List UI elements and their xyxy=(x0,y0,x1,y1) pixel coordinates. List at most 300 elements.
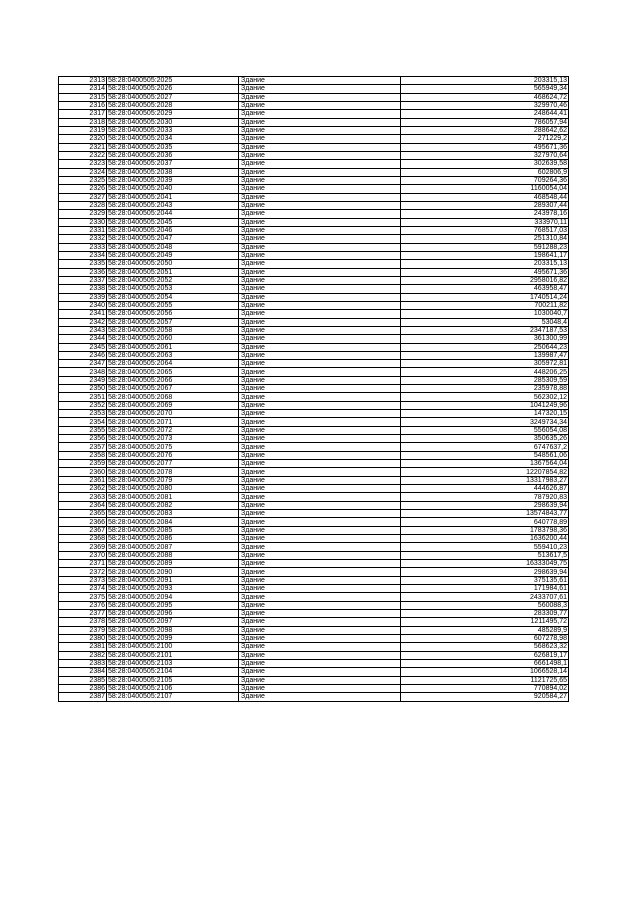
cadastral-number-cell: 58:28:0400505:2047 xyxy=(107,235,239,243)
table-row xyxy=(59,485,569,493)
table-row xyxy=(59,518,569,526)
cadastral-value-cell: 203315,13 xyxy=(401,77,569,85)
cadastral-number-cell: 58:28:0400505:2057 xyxy=(107,318,239,326)
row-number-cell: 2359 xyxy=(59,460,107,468)
cadastral-number-cell: 58:28:0400505:2091 xyxy=(107,576,239,584)
cadastral-number-cell: 58:28:0400505:2026 xyxy=(107,85,239,93)
row-number-cell: 2368 xyxy=(59,535,107,543)
cadastral-value-cell: 602806,9 xyxy=(401,168,569,176)
row-number-cell: 2336 xyxy=(59,268,107,276)
cadastral-value-cell: 243978,16 xyxy=(401,210,569,218)
object-type-cell: Здание xyxy=(239,501,401,509)
table-row xyxy=(59,501,569,509)
object-type-cell: Здание xyxy=(239,410,401,418)
object-type-cell: Здание xyxy=(239,493,401,501)
cadastral-number-cell: 58:28:0400505:2041 xyxy=(107,193,239,201)
row-number-cell: 2334 xyxy=(59,251,107,259)
cadastral-number-cell: 58:28:0400505:2083 xyxy=(107,510,239,518)
table-row xyxy=(59,418,569,426)
table-row xyxy=(59,376,569,384)
row-number-cell: 2377 xyxy=(59,610,107,618)
cadastral-number-cell: 58:28:0400505:2101 xyxy=(107,651,239,659)
row-number-cell: 2383 xyxy=(59,659,107,667)
cadastral-number-cell: 58:28:0400505:2100 xyxy=(107,643,239,651)
table-row xyxy=(59,576,569,584)
cadastral-number-cell: 58:28:0400505:2079 xyxy=(107,476,239,484)
object-type-cell: Здание xyxy=(239,551,401,559)
object-type-cell: Здание xyxy=(239,668,401,676)
cadastral-value-cell: 3249734,34 xyxy=(401,418,569,426)
table-row xyxy=(59,126,569,134)
object-type-cell: Здание xyxy=(239,343,401,351)
row-number-cell: 2371 xyxy=(59,560,107,568)
cadastral-number-cell: 58:28:0400505:2085 xyxy=(107,526,239,534)
cadastral-value-cell: 1636200,44 xyxy=(401,535,569,543)
row-number-cell: 2373 xyxy=(59,576,107,584)
object-type-cell: Здание xyxy=(239,360,401,368)
row-number-cell: 2381 xyxy=(59,643,107,651)
object-type-cell: Здание xyxy=(239,176,401,184)
object-type-cell: Здание xyxy=(239,659,401,667)
table-row xyxy=(59,535,569,543)
row-number-cell: 2317 xyxy=(59,110,107,118)
row-number-cell: 2387 xyxy=(59,693,107,701)
row-number-cell: 2356 xyxy=(59,435,107,443)
object-type-cell: Здание xyxy=(239,310,401,318)
row-number-cell: 2325 xyxy=(59,176,107,184)
table-row xyxy=(59,185,569,193)
cadastral-number-cell: 58:28:0400505:2025 xyxy=(107,77,239,85)
object-type-cell: Здание xyxy=(239,510,401,518)
cadastral-number-cell: 58:28:0400505:2034 xyxy=(107,135,239,143)
cadastral-value-cell: 1367564,04 xyxy=(401,460,569,468)
cadastral-value-cell: 787920,83 xyxy=(401,493,569,501)
cadastral-value-cell: 375135,61 xyxy=(401,576,569,584)
cadastral-value-cell: 607278,98 xyxy=(401,634,569,642)
object-type-cell: Здание xyxy=(239,426,401,434)
cadastral-value-cell: 285309,59 xyxy=(401,376,569,384)
cadastral-value-cell: 786057,94 xyxy=(401,118,569,126)
table-row xyxy=(59,310,569,318)
cadastral-number-cell: 58:28:0400505:2044 xyxy=(107,210,239,218)
cadastral-number-cell: 58:28:0400505:2097 xyxy=(107,618,239,626)
row-number-cell: 2315 xyxy=(59,93,107,101)
table-row xyxy=(59,251,569,259)
cadastral-value-cell: 1160054,04 xyxy=(401,185,569,193)
object-type-cell: Здание xyxy=(239,576,401,584)
object-type-cell: Здание xyxy=(239,276,401,284)
cadastral-value-cell: 305972,81 xyxy=(401,360,569,368)
row-number-cell: 2345 xyxy=(59,343,107,351)
cadastral-number-cell: 58:28:0400505:2039 xyxy=(107,176,239,184)
row-number-cell: 2339 xyxy=(59,293,107,301)
row-number-cell: 2342 xyxy=(59,318,107,326)
cadastral-value-cell: 235978,88 xyxy=(401,385,569,393)
table-row xyxy=(59,293,569,301)
cadastral-number-cell: 58:28:0400505:2070 xyxy=(107,410,239,418)
cadastral-number-cell: 58:28:0400505:2087 xyxy=(107,543,239,551)
cadastral-value-cell: 361300,99 xyxy=(401,335,569,343)
table-row xyxy=(59,401,569,409)
cadastral-number-cell: 58:28:0400505:2095 xyxy=(107,601,239,609)
table-row xyxy=(59,634,569,642)
table-row xyxy=(59,435,569,443)
row-number-cell: 2384 xyxy=(59,668,107,676)
row-number-cell: 2318 xyxy=(59,118,107,126)
table-row xyxy=(59,684,569,692)
cadastral-number-cell: 58:28:0400505:2081 xyxy=(107,493,239,501)
cadastral-number-cell: 58:28:0400505:2077 xyxy=(107,460,239,468)
cadastral-number-cell: 58:28:0400505:2045 xyxy=(107,218,239,226)
cadastral-value-cell: 1121725,65 xyxy=(401,676,569,684)
cadastral-number-cell: 58:28:0400505:2073 xyxy=(107,435,239,443)
row-number-cell: 2386 xyxy=(59,684,107,692)
cadastral-number-cell: 58:28:0400505:2028 xyxy=(107,101,239,109)
row-number-cell: 2319 xyxy=(59,126,107,134)
object-type-cell: Здание xyxy=(239,676,401,684)
cadastral-number-cell: 58:28:0400505:2080 xyxy=(107,485,239,493)
cadastral-number-cell: 58:28:0400505:2058 xyxy=(107,326,239,334)
object-type-cell: Здание xyxy=(239,293,401,301)
row-number-cell: 2374 xyxy=(59,585,107,593)
table-row xyxy=(59,468,569,476)
cadastral-value-cell: 350635,26 xyxy=(401,435,569,443)
row-number-cell: 2364 xyxy=(59,501,107,509)
cadastral-value-cell: 495671,36 xyxy=(401,268,569,276)
table-row xyxy=(59,543,569,551)
row-number-cell: 2338 xyxy=(59,285,107,293)
row-number-cell: 2376 xyxy=(59,601,107,609)
row-number-cell: 2322 xyxy=(59,151,107,159)
cadastral-value-cell: 2347187,53 xyxy=(401,326,569,334)
table-row xyxy=(59,143,569,151)
table-row xyxy=(59,260,569,268)
row-number-cell: 2335 xyxy=(59,260,107,268)
table-row xyxy=(59,243,569,251)
table-row xyxy=(59,526,569,534)
row-number-cell: 2385 xyxy=(59,676,107,684)
row-number-cell: 2330 xyxy=(59,218,107,226)
table-row xyxy=(59,593,569,601)
cadastral-value-cell: 198641,17 xyxy=(401,251,569,259)
cadastral-value-cell: 171984,61 xyxy=(401,585,569,593)
object-type-cell: Здание xyxy=(239,135,401,143)
object-type-cell: Здание xyxy=(239,593,401,601)
row-number-cell: 2328 xyxy=(59,201,107,209)
object-type-cell: Здание xyxy=(239,568,401,576)
object-type-cell: Здание xyxy=(239,243,401,251)
row-number-cell: 2333 xyxy=(59,243,107,251)
table-row xyxy=(59,585,569,593)
cadastral-value-cell: 203315,13 xyxy=(401,260,569,268)
row-number-cell: 2321 xyxy=(59,143,107,151)
cadastral-number-cell: 58:28:0400505:2094 xyxy=(107,593,239,601)
cadastral-value-cell: 1211495,72 xyxy=(401,618,569,626)
row-number-cell: 2347 xyxy=(59,360,107,368)
row-number-cell: 2360 xyxy=(59,468,107,476)
table-row xyxy=(59,368,569,376)
object-type-cell: Здание xyxy=(239,443,401,451)
row-number-cell: 2350 xyxy=(59,385,107,393)
row-number-cell: 2344 xyxy=(59,335,107,343)
row-number-cell: 2372 xyxy=(59,568,107,576)
object-type-cell: Здание xyxy=(239,601,401,609)
row-number-cell: 2313 xyxy=(59,77,107,85)
cadastral-number-cell: 58:28:0400505:2067 xyxy=(107,385,239,393)
cadastral-value-cell: 485289,9 xyxy=(401,626,569,634)
object-type-cell: Здание xyxy=(239,560,401,568)
cadastral-value-cell: 147320,15 xyxy=(401,410,569,418)
object-type-cell: Здание xyxy=(239,301,401,309)
object-type-cell: Здание xyxy=(239,218,401,226)
cadastral-number-cell: 58:28:0400505:2038 xyxy=(107,168,239,176)
table-row xyxy=(59,176,569,184)
table-row xyxy=(59,343,569,351)
cadastral-value-cell: 565949,34 xyxy=(401,85,569,93)
row-number-cell: 2329 xyxy=(59,210,107,218)
object-type-cell: Здание xyxy=(239,160,401,168)
object-type-cell: Здание xyxy=(239,151,401,159)
object-type-cell: Здание xyxy=(239,451,401,459)
object-type-cell: Здание xyxy=(239,251,401,259)
row-number-cell: 2320 xyxy=(59,135,107,143)
cadastral-number-cell: 58:28:0400505:2037 xyxy=(107,160,239,168)
cadastral-value-cell: 568623,32 xyxy=(401,643,569,651)
object-type-cell: Здание xyxy=(239,193,401,201)
object-type-cell: Здание xyxy=(239,285,401,293)
table-row xyxy=(59,77,569,85)
table-row xyxy=(59,476,569,484)
cadastral-value-cell: 250644,23 xyxy=(401,343,569,351)
row-number-cell: 2326 xyxy=(59,185,107,193)
cadastral-value-cell: 289307,44 xyxy=(401,201,569,209)
cadastral-number-cell: 58:28:0400505:2046 xyxy=(107,226,239,234)
cadastral-number-cell: 58:28:0400505:2061 xyxy=(107,343,239,351)
table-row xyxy=(59,443,569,451)
cadastral-value-cell: 562302,12 xyxy=(401,393,569,401)
row-number-cell: 2341 xyxy=(59,310,107,318)
table-row xyxy=(59,235,569,243)
object-type-cell: Здание xyxy=(239,626,401,634)
cadastral-value-cell: 1030040,7 xyxy=(401,310,569,318)
object-type-cell: Здание xyxy=(239,143,401,151)
object-type-cell: Здание xyxy=(239,460,401,468)
object-type-cell: Здание xyxy=(239,101,401,109)
row-number-cell: 2323 xyxy=(59,160,107,168)
row-number-cell: 2382 xyxy=(59,651,107,659)
cadastral-number-cell: 58:28:0400505:2048 xyxy=(107,243,239,251)
cadastral-number-cell: 58:28:0400505:2086 xyxy=(107,535,239,543)
cadastral-value-cell: 700211,82 xyxy=(401,301,569,309)
row-number-cell: 2349 xyxy=(59,376,107,384)
object-type-cell: Здание xyxy=(239,468,401,476)
table-row xyxy=(59,151,569,159)
table-row xyxy=(59,276,569,284)
table-row xyxy=(59,451,569,459)
cadastral-value-cell: 13317983,27 xyxy=(401,476,569,484)
row-number-cell: 2369 xyxy=(59,543,107,551)
table-row xyxy=(59,351,569,359)
table-row xyxy=(59,318,569,326)
row-number-cell: 2370 xyxy=(59,551,107,559)
table-row xyxy=(59,385,569,393)
object-type-cell: Здание xyxy=(239,385,401,393)
row-number-cell: 2324 xyxy=(59,168,107,176)
object-type-cell: Здание xyxy=(239,185,401,193)
table-row xyxy=(59,560,569,568)
object-type-cell: Здание xyxy=(239,368,401,376)
object-type-cell: Здание xyxy=(239,93,401,101)
object-type-cell: Здание xyxy=(239,651,401,659)
cadastral-value-cell: 468624,72 xyxy=(401,93,569,101)
cadastral-number-cell: 58:28:0400505:2088 xyxy=(107,551,239,559)
cadastral-number-cell: 58:28:0400505:2049 xyxy=(107,251,239,259)
table-row xyxy=(59,426,569,434)
object-type-cell: Здание xyxy=(239,110,401,118)
cadastral-value-cell: 13574843,77 xyxy=(401,510,569,518)
table-row xyxy=(59,168,569,176)
cadastral-value-cell: 556054,08 xyxy=(401,426,569,434)
table-row xyxy=(59,651,569,659)
table-row xyxy=(59,118,569,126)
cadastral-value-cell: 548561,06 xyxy=(401,451,569,459)
cadastral-value-table xyxy=(58,76,569,702)
cadastral-number-cell: 58:28:0400505:2105 xyxy=(107,676,239,684)
object-type-cell: Здание xyxy=(239,435,401,443)
cadastral-number-cell: 58:28:0400505:2071 xyxy=(107,418,239,426)
object-type-cell: Здание xyxy=(239,335,401,343)
cadastral-number-cell: 58:28:0400505:2029 xyxy=(107,110,239,118)
cadastral-value-cell: 768517,03 xyxy=(401,226,569,234)
cadastral-value-cell: 333970,11 xyxy=(401,218,569,226)
cadastral-number-cell: 58:28:0400505:2066 xyxy=(107,376,239,384)
cadastral-value-cell: 626819,17 xyxy=(401,651,569,659)
table-row xyxy=(59,460,569,468)
row-number-cell: 2379 xyxy=(59,626,107,634)
object-type-cell: Здание xyxy=(239,318,401,326)
object-type-cell: Здание xyxy=(239,518,401,526)
cadastral-value-cell: 2958016,82 xyxy=(401,276,569,284)
object-type-cell: Здание xyxy=(239,693,401,701)
row-number-cell: 2316 xyxy=(59,101,107,109)
cadastral-value-cell: 139987,47 xyxy=(401,351,569,359)
table-row xyxy=(59,301,569,309)
table-body xyxy=(59,77,569,702)
cadastral-number-cell: 58:28:0400505:2051 xyxy=(107,268,239,276)
cadastral-value-cell: 640778,89 xyxy=(401,518,569,526)
object-type-cell: Здание xyxy=(239,535,401,543)
table-row xyxy=(59,551,569,559)
row-number-cell: 2327 xyxy=(59,193,107,201)
row-number-cell: 2314 xyxy=(59,85,107,93)
table-row xyxy=(59,618,569,626)
cadastral-value-cell: 12207854,82 xyxy=(401,468,569,476)
cadastral-number-cell: 58:28:0400505:2056 xyxy=(107,310,239,318)
cadastral-value-cell: 495671,36 xyxy=(401,143,569,151)
cadastral-value-cell: 329970,46 xyxy=(401,101,569,109)
table-row xyxy=(59,110,569,118)
cadastral-value-cell: 560088,3 xyxy=(401,601,569,609)
cadastral-number-cell: 58:28:0400505:2053 xyxy=(107,285,239,293)
cadastral-number-cell: 58:28:0400505:2040 xyxy=(107,185,239,193)
table-row xyxy=(59,218,569,226)
cadastral-value-cell: 513617,5 xyxy=(401,551,569,559)
table-row xyxy=(59,659,569,667)
table-row xyxy=(59,226,569,234)
table-row xyxy=(59,335,569,343)
cadastral-value-cell: 770894,02 xyxy=(401,684,569,692)
row-number-cell: 2365 xyxy=(59,510,107,518)
table-row xyxy=(59,93,569,101)
cadastral-value-cell: 251310,84 xyxy=(401,235,569,243)
cadastral-number-cell: 58:28:0400505:2036 xyxy=(107,151,239,159)
object-type-cell: Здание xyxy=(239,235,401,243)
row-number-cell: 2343 xyxy=(59,326,107,334)
cadastral-value-cell: 271229,2 xyxy=(401,135,569,143)
row-number-cell: 2340 xyxy=(59,301,107,309)
cadastral-number-cell: 58:28:0400505:2082 xyxy=(107,501,239,509)
object-type-cell: Здание xyxy=(239,126,401,134)
cadastral-value-cell: 448206,25 xyxy=(401,368,569,376)
table-row xyxy=(59,668,569,676)
cadastral-number-cell: 58:28:0400505:2055 xyxy=(107,301,239,309)
object-type-cell: Здание xyxy=(239,643,401,651)
cadastral-number-cell: 58:28:0400505:2052 xyxy=(107,276,239,284)
object-type-cell: Здание xyxy=(239,634,401,642)
cadastral-number-cell: 58:28:0400505:2098 xyxy=(107,626,239,634)
table-row xyxy=(59,510,569,518)
cadastral-number-cell: 58:28:0400505:2043 xyxy=(107,201,239,209)
cadastral-number-cell: 58:28:0400505:2027 xyxy=(107,93,239,101)
cadastral-number-cell: 58:28:0400505:2078 xyxy=(107,468,239,476)
table-row xyxy=(59,360,569,368)
table-row xyxy=(59,326,569,334)
cadastral-value-cell: 463958,47 xyxy=(401,285,569,293)
row-number-cell: 2363 xyxy=(59,493,107,501)
row-number-cell: 2367 xyxy=(59,526,107,534)
cadastral-value-cell: 444626,87 xyxy=(401,485,569,493)
object-type-cell: Здание xyxy=(239,476,401,484)
object-type-cell: Здание xyxy=(239,260,401,268)
cadastral-number-cell: 58:28:0400505:2068 xyxy=(107,393,239,401)
object-type-cell: Здание xyxy=(239,485,401,493)
row-number-cell: 2378 xyxy=(59,618,107,626)
object-type-cell: Здание xyxy=(239,684,401,692)
row-number-cell: 2346 xyxy=(59,351,107,359)
cadastral-value-cell: 327970,64 xyxy=(401,151,569,159)
object-type-cell: Здание xyxy=(239,326,401,334)
table-row xyxy=(59,643,569,651)
table-row xyxy=(59,493,569,501)
cadastral-number-cell: 58:28:0400505:2072 xyxy=(107,426,239,434)
object-type-cell: Здание xyxy=(239,85,401,93)
cadastral-number-cell: 58:28:0400505:2076 xyxy=(107,451,239,459)
cadastral-value-cell: 1041249,96 xyxy=(401,401,569,409)
object-type-cell: Здание xyxy=(239,585,401,593)
cadastral-number-cell: 58:28:0400505:2054 xyxy=(107,293,239,301)
row-number-cell: 2355 xyxy=(59,426,107,434)
table-row xyxy=(59,193,569,201)
table-row xyxy=(59,610,569,618)
cadastral-number-cell: 58:28:0400505:2104 xyxy=(107,668,239,676)
cadastral-number-cell: 58:28:0400505:2060 xyxy=(107,335,239,343)
cadastral-number-cell: 58:28:0400505:2050 xyxy=(107,260,239,268)
object-type-cell: Здание xyxy=(239,201,401,209)
cadastral-value-cell: 6747637,2 xyxy=(401,443,569,451)
cadastral-value-cell: 1740514,24 xyxy=(401,293,569,301)
cadastral-number-cell: 58:28:0400505:2106 xyxy=(107,684,239,692)
table-row xyxy=(59,210,569,218)
